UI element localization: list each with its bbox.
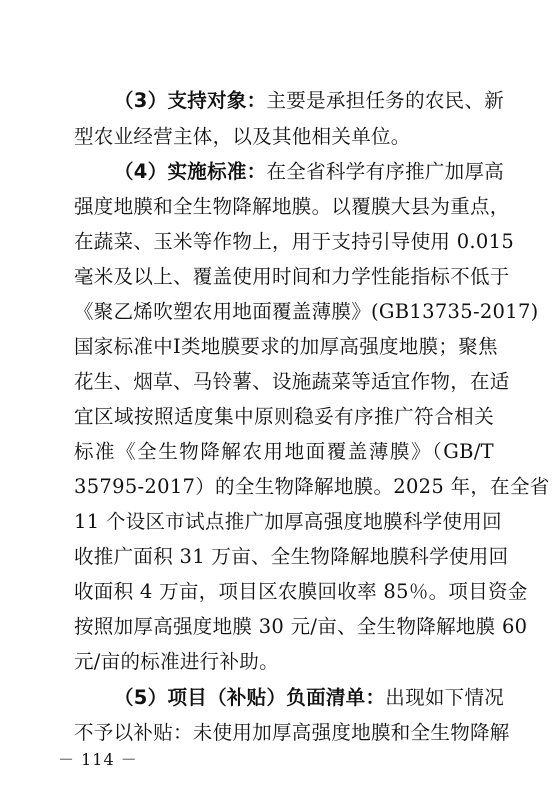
section5-line-2: 不予以补贴：未使用加厚高强度地膜和全生物降解 bbox=[74, 721, 510, 744]
section4-line: 35795-2017）的全生物降解地膜。2025 年，在全省 bbox=[74, 475, 550, 498]
section4-line-1 bbox=[114, 157, 505, 187]
section4-line: 国家标准中Ⅰ类地膜要求的加厚高强度地膜；聚焦 bbox=[74, 335, 498, 358]
section4-line: 按照加厚高强度地膜 30 元/亩、全生物降解地膜 60 bbox=[74, 615, 528, 638]
section3-line-1 bbox=[114, 86, 505, 116]
section4-line: 强度地膜和全生物降解地膜。以覆膜大县为重点， bbox=[74, 195, 510, 218]
section4-line: 收面积 4 万亩，项目区农膜回收率 85％。项目资金 bbox=[74, 580, 528, 603]
section3-heading: （3）支持对象： bbox=[114, 89, 267, 112]
section5-line-1 bbox=[114, 683, 505, 713]
section5-text: 出现如下情况 bbox=[385, 686, 505, 709]
section4-line: 《聚乙烯吹塑农用地面覆盖薄膜》(GB13735-2017) bbox=[74, 300, 539, 323]
section4-text: 在全省科学有序推广加厚高 bbox=[266, 160, 505, 183]
section4-line: 收推广面积 31 万亩、全生物降解地膜科学使用回 bbox=[74, 545, 509, 568]
section4-line: 毫米及以上、覆盖使用时间和力学性能指标不低于 bbox=[74, 265, 510, 288]
section5-heading: （5）项目（补贴）负面清单： bbox=[114, 686, 386, 709]
section4-line: 元/亩的标准进行补助。 bbox=[74, 650, 279, 673]
section4-line: 宜区域按照适度集中原则稳妥有序推广符合相关 bbox=[74, 405, 494, 428]
section3-text: 主要是承担任务的农民、新 bbox=[266, 89, 505, 112]
section4-line: 花生、烟草、马铃薯、设施蔬菜等适宜作物，在适 bbox=[74, 370, 510, 393]
section4-line: 在蔬菜、玉米等作物上，用于支持引导使用 0.015 bbox=[74, 230, 515, 253]
section3-line-2: 型农业经营主体，以及其他相关单位。 bbox=[74, 125, 411, 148]
section4-line: 标准《全生物降解农用地面覆盖薄膜》（GB/T bbox=[74, 440, 494, 463]
page-number: － 114 － bbox=[58, 750, 138, 769]
section4-line: 11 个设区市试点推广加厚高强度地膜科学使用回 bbox=[74, 510, 502, 533]
section4-heading: （4）实施标准： bbox=[114, 160, 267, 183]
